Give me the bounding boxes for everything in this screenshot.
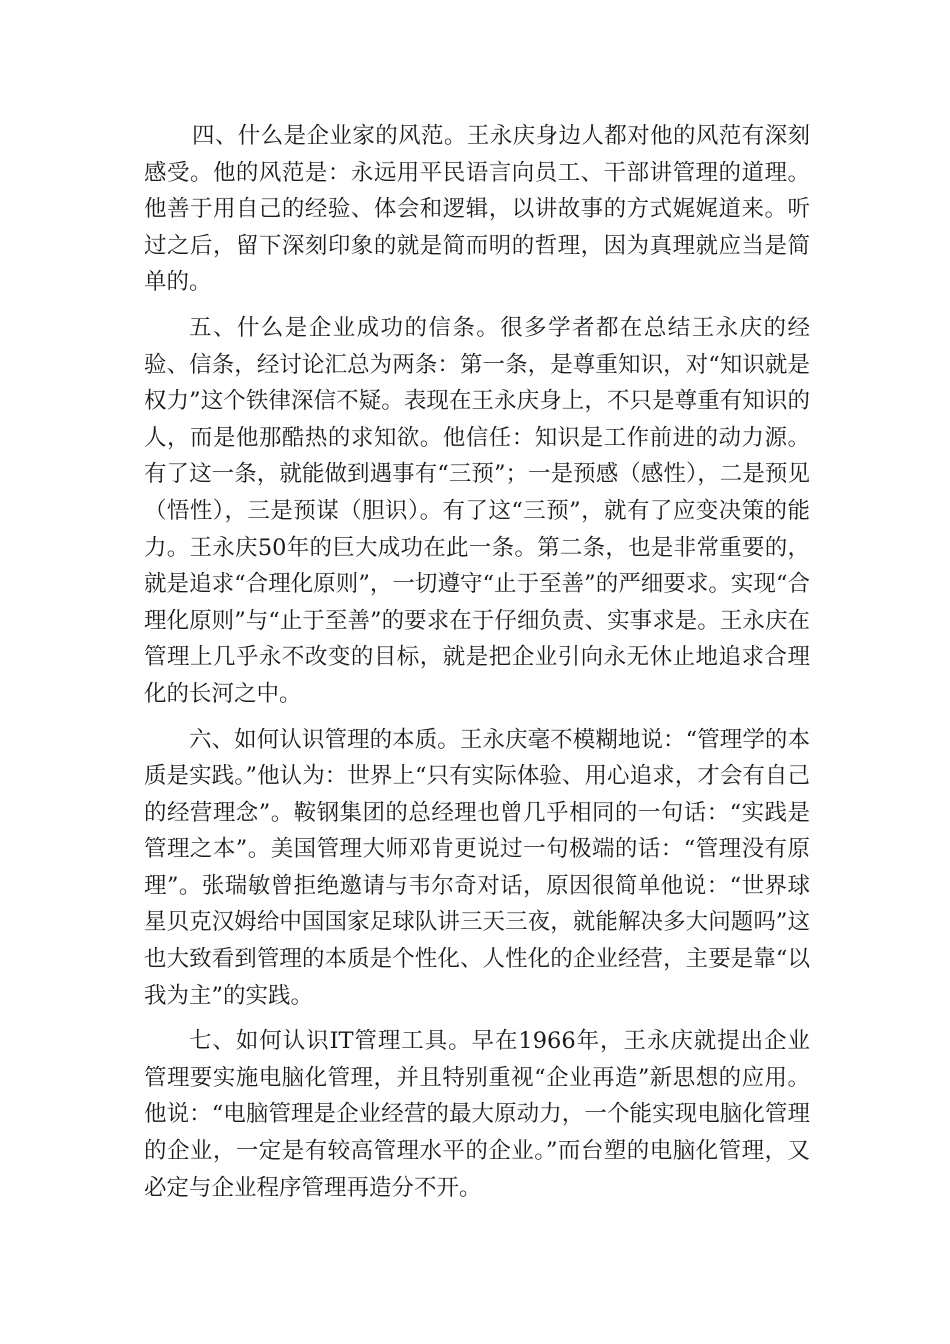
paragraph-seven: 七、如何认识IT管理工具。早在1966年，王永庆就提出企业管理要实施电脑化管理，并且特别重视“企业再造”新思想的应用。他说：“电脑管理是企业经营的最大原动力，一个能实现电脑化管理的企业，一定是有较高管理水平的企业。”而台塑的电脑化管理，又必定与企业程序管理再造分不开。 [144, 1028, 810, 1201]
paragraph-six: 六、如何认识管理的本质。王永庆毫不模糊地说：“管理学的本质是实践。”他认为：世界上“只有实际体验、用心追求，才会有自己的经营理念”。鞍钢集团的总经理也曾几乎相同的一句话：“实践是管理之本”。美国管理大师邓肯更说过一句极端的话：“管理没有原理”。张瑞敏曾拒绝邀请与韦尔奇对话，原因很简单他说：“世界球星贝克汉姆给中国国家足球队讲三天三夜，就能解决多大问题吗”这也大致看到管理的本质是个性化、人性化的企业经营，主要是靠“以我为主”的实践。 [144, 726, 810, 1009]
paragraph-five: 五、什么是企业成功的信条。很多学者都在总结王永庆的经验、信条，经讨论汇总为两条：第一条，是尊重知识，对“知识就是权力”这个铁律深信不疑。表现在王永庆身上，不只是尊重有知识的人，而是他那酷热的求知欲。他信任：知识是工作前进的动力源。有了这一条，就能做到遇事有“三预”；一是预感（感性），二是预见（悟性），三是预谋（胆识）。有了这“三预”，就有了应变决策的能力。王永庆50年的巨大成功在此一条。第二条，也是非常重要的，就是追求“合理化原则”，一切遵守“止于至善”的严细要求。实现“合理化原则”与“止于至善”的要求在于仔细负责、实事求是。王永庆在管理上几乎永不改变的目标，就是把企业引向永无休止地追求合理化的长河之中。 [144, 314, 810, 707]
document-body [144, 118, 810, 1215]
paragraph-four: 四、什么是企业家的风范。王永庆身边人都对他的风范有深刻感受。他的风范是：永远用平民语言向员工、干部讲管理的道理。他善于用自己的经验、体会和逻辑，以讲故事的方式娓娓道来。听过之后，留下深刻印象的就是简而明的哲理，因为真理就应当是简单的。 [144, 123, 810, 296]
